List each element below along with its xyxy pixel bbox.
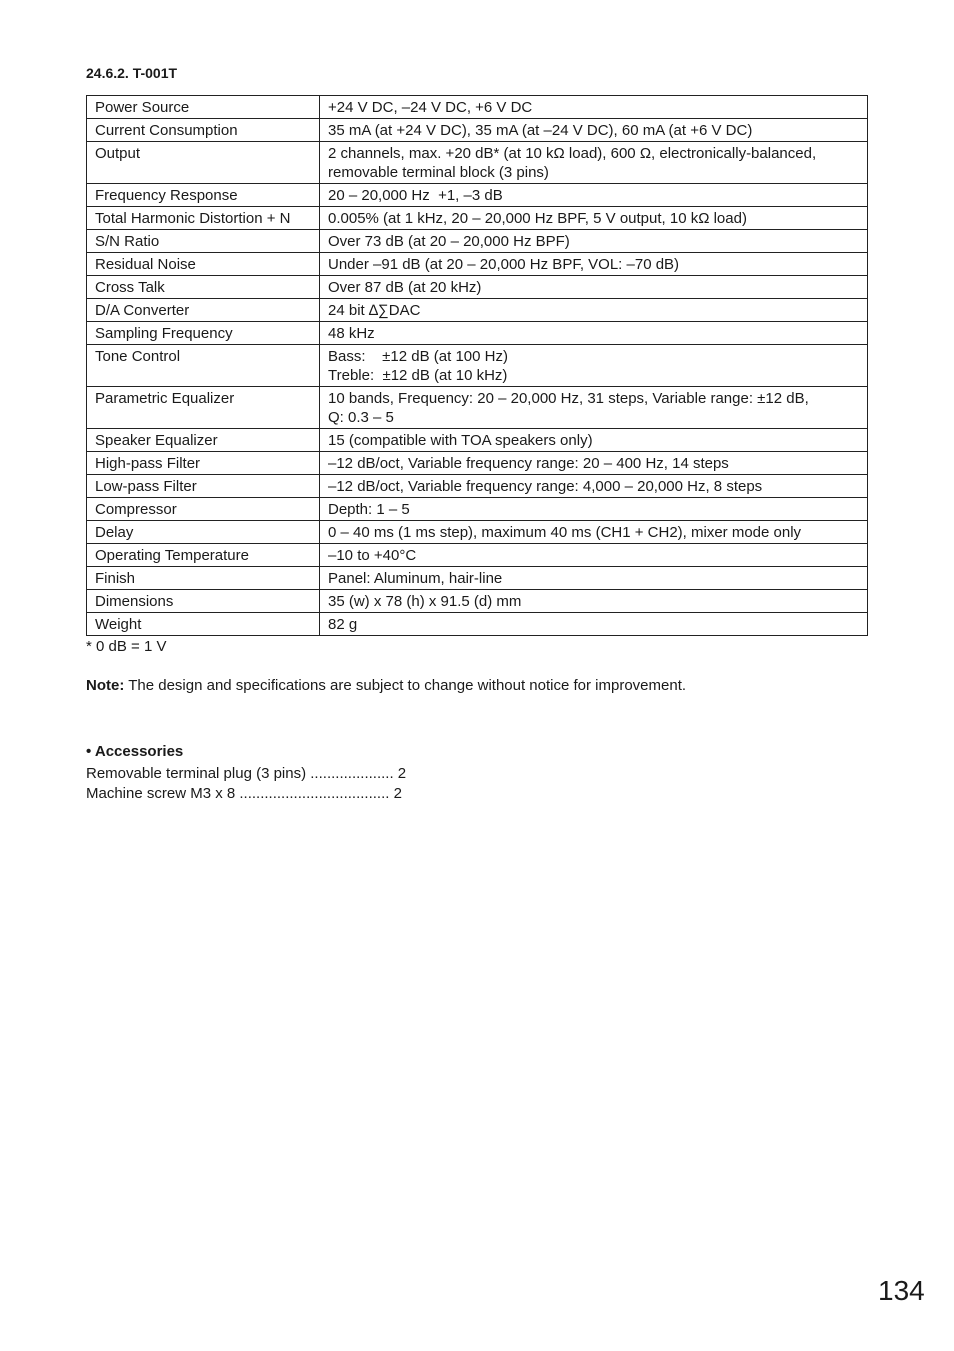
spec-label: Dimensions [87,590,320,613]
spec-label: Operating Temperature [87,544,320,567]
spec-value-line: 0 – 40 ms (1 ms step), maximum 40 ms (CH1 + CH2), mixer mode only [328,524,802,541]
spec-value-line: 35 mA (at +24 V DC), 35 mA (at –24 V DC), 60 mA (at +6 V DC) [328,122,753,139]
spec-value-line: Over 73 dB (at 20 – 20,000 Hz BPF) [328,233,570,250]
spec-value-line: removable terminal block (3 pins) [328,164,549,181]
spec-value-line: +24 V DC, –24 V DC, +6 V DC [328,99,533,116]
spec-row [87,184,868,207]
spec-value-line: –12 dB/oct, Variable frequency range: 4,000 – 20,000 Hz, 8 steps [328,478,763,495]
spec-label: Power Source [87,96,320,119]
spec-value [320,322,868,345]
accessories-title: • Accessories [86,743,184,760]
spec-label: Delay [87,521,320,544]
spec-row [87,253,868,276]
spec-row [87,230,868,253]
spec-label: S/N Ratio [87,230,320,253]
spec-row [87,276,868,299]
spec-value-line: –12 dB/oct, Variable frequency range: 20 – 400 Hz, 14 steps [328,455,729,472]
spec-value [320,276,868,299]
spec-value [320,299,868,322]
spec-row [87,590,868,613]
section-heading: 24.6.2. T-001T [86,65,178,81]
spec-label: Finish [87,567,320,590]
spec-label: Sampling Frequency [87,322,320,345]
spec-label: Low-pass Filter [87,475,320,498]
spec-label: Residual Noise [87,253,320,276]
spec-row [87,142,868,184]
spec-row [87,207,868,230]
spec-value-line: 82 g [328,616,358,633]
note-text: The design and specifications are subject to change without notice for improvement. [124,677,687,694]
spec-label: Tone Control [87,345,320,387]
spec-row [87,345,868,387]
spec-row [87,96,868,119]
spec-value [320,253,868,276]
spec-label: Current Consumption [87,119,320,142]
spec-value [320,429,868,452]
spec-value [320,96,868,119]
spec-value [320,119,868,142]
spec-row [87,567,868,590]
page-number: 134 [878,1275,925,1306]
spec-label: Parametric Equalizer [87,387,320,429]
spec-value-line: 2 channels, max. +20 dB* (at 10 kΩ load), 600 Ω, electronically-balanced, [328,145,817,162]
spec-row [87,613,868,636]
spec-value-line: 48 kHz [328,325,375,342]
spec-value-line: 0.005% (at 1 kHz, 20 – 20,000 Hz BPF, 5 V output, 10 kΩ load) [328,210,747,227]
spec-label: D/A Converter [87,299,320,322]
spec-label: Weight [87,613,320,636]
spec-value [320,544,868,567]
spec-label: Output [87,142,320,184]
spec-value-line: 35 (w) x 78 (h) x 91.5 (d) mm [328,593,522,610]
spec-row [87,119,868,142]
spec-value [320,498,868,521]
spec-label: Speaker Equalizer [87,429,320,452]
spec-label: High-pass Filter [87,452,320,475]
accessory-item: Machine screw M3 x 8 .................................... 2 [86,785,402,802]
spec-value [320,230,868,253]
spec-value [320,142,868,184]
spec-value [320,387,868,429]
spec-value [320,345,868,387]
spec-value [320,475,868,498]
spec-row [87,521,868,544]
note-label: Note: [86,677,125,694]
spec-label: Frequency Response [87,184,320,207]
spec-label: Total Harmonic Distortion + N [87,207,320,230]
spec-value [320,207,868,230]
spec-row [87,322,868,345]
note [86,677,686,694]
spec-value-line: –10 to +40°C [328,547,417,564]
spec-value-line: Panel: Aluminum, hair-line [328,570,503,587]
spec-value-line: 10 bands, Frequency: 20 – 20,000 Hz, 31 steps, Variable range: ±12 dB, [328,390,809,407]
spec-row [87,387,868,429]
footnote: * 0 dB = 1 V [86,638,167,655]
accessory-item: Removable terminal plug (3 pins) .................... 2 [86,765,407,782]
spec-value-line: Treble: ±12 dB (at 10 kHz) [328,367,508,384]
spec-value-line: Depth: 1 – 5 [328,501,410,518]
spec-value [320,521,868,544]
spec-value [320,184,868,207]
spec-value-line: Under –91 dB (at 20 – 20,000 Hz BPF, VOL: –70 dB) [328,256,680,273]
spec-value [320,613,868,636]
spec-row [87,498,868,521]
spec-value [320,590,868,613]
spec-value-line: 15 (compatible with TOA speakers only) [328,432,593,449]
spec-value [320,567,868,590]
spec-label: Compressor [87,498,320,521]
spec-row [87,299,868,322]
spec-value-line: Over 87 dB (at 20 kHz) [328,279,482,296]
spec-table [86,95,868,636]
spec-row [87,452,868,475]
spec-value-line: Bass: ±12 dB (at 100 Hz) [328,348,508,365]
spec-row [87,429,868,452]
spec-value-line: 20 – 20,000 Hz +1, –3 dB [328,187,503,204]
spec-value-line: 24 bit ∆∑DAC [328,302,421,319]
spec-row [87,544,868,567]
spec-label: Cross Talk [87,276,320,299]
spec-row [87,475,868,498]
spec-value-line: Q: 0.3 – 5 [328,409,394,426]
spec-value [320,452,868,475]
